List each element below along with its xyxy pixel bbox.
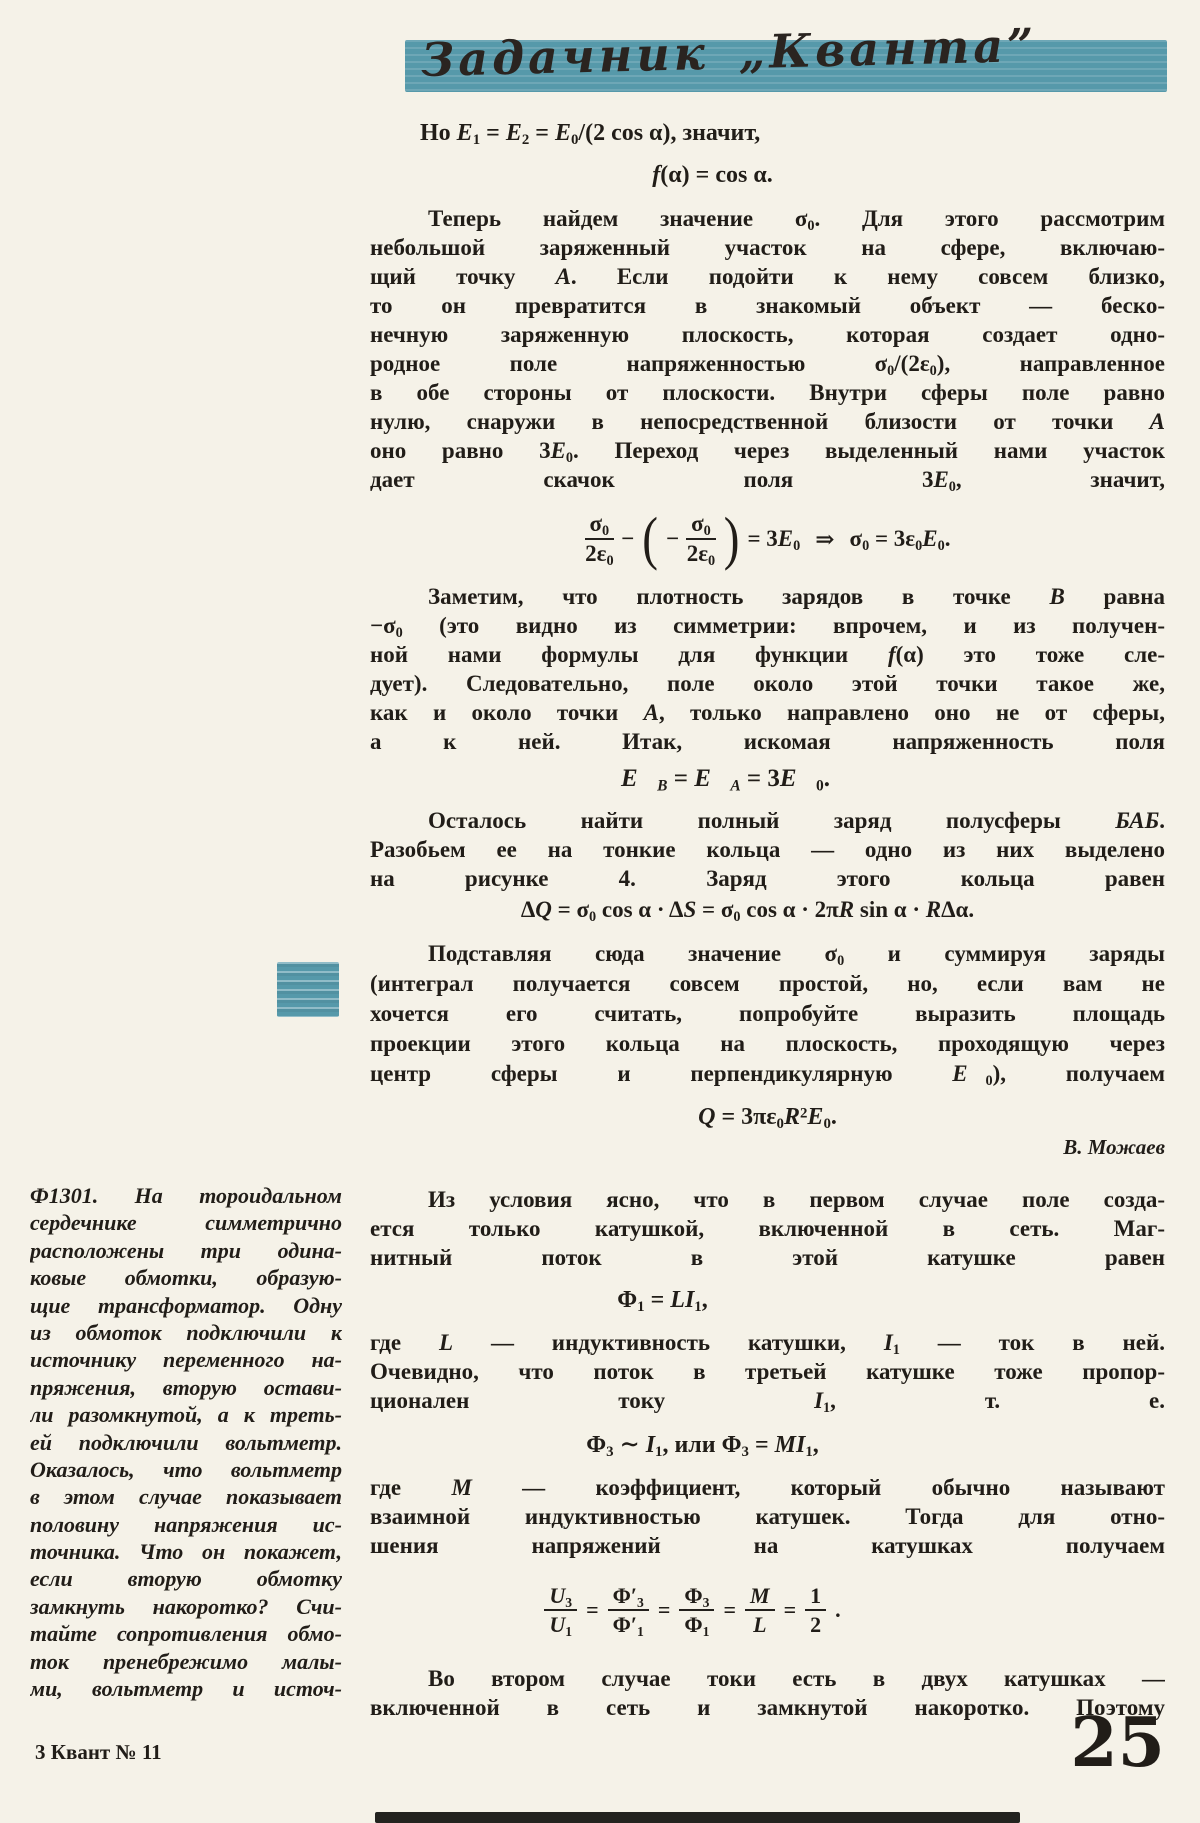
equals-sign: =	[723, 1597, 737, 1622]
section-title-handwritten: Задачник „Кванта”	[420, 17, 1039, 88]
fraction-denominator: $\Phi'_1$	[612, 1612, 644, 1639]
text-line: сердечнике симметрично	[30, 1210, 342, 1236]
text-line: включенной в сеть и замкнутой накоротко. Поэтому	[370, 1695, 1165, 1720]
fraction-numerator: $\Phi'_3$	[608, 1584, 649, 1611]
text-line: где L — индуктивность катушки, $I_1$ — ток в ней.	[370, 1330, 1165, 1357]
text-line: ционален току $I_1$, т. е.	[370, 1388, 1165, 1415]
text-line: ли разомкнутой, а к треть-	[30, 1402, 342, 1428]
fraction-denominator: $U_1$	[549, 1612, 573, 1639]
text-line: нитный поток в этой катушке равен	[370, 1245, 1165, 1270]
text-line: то он превратится в знакомый объект — беско-	[370, 293, 1165, 318]
text-line: нечную заряженную плоскость, которая создает одно-	[370, 322, 1165, 347]
paragraph-mutual-inductance	[370, 1473, 1165, 1560]
equals-sign: =	[586, 1597, 599, 1622]
conclusion: $\sigma_0 = 3\varepsilon_0E_0$.	[849, 526, 951, 554]
paragraph-rings	[370, 806, 1165, 893]
implies-arrow: ⇒	[815, 525, 835, 553]
text-line: расположены три одина-	[30, 1237, 342, 1263]
fraction-numerator: $\sigma_0$	[686, 512, 716, 540]
text-line: если вторую обмотку	[30, 1566, 342, 1592]
text-line: ной нами формулы для функции f(α) это тоже сле-	[370, 642, 1165, 667]
period: .	[835, 1597, 841, 1622]
paragraph-second-case	[370, 1664, 1165, 1722]
text-line: как и около точки A, только направлено оно не от сферы,	[370, 700, 1165, 725]
text-line: оно равно $3E_0$. Переход через выделенный нами участок	[370, 438, 1165, 465]
equals-sign: =	[657, 1597, 671, 1622]
fraction	[805, 1584, 826, 1636]
text-line: щие трансформатор. Одну	[30, 1292, 342, 1318]
text-line: шения напряжений на катушках получаем	[370, 1533, 1165, 1558]
text-line: Во втором случае токи есть в двух катушках —	[428, 1666, 1165, 1691]
formula-total-charge: $Q = 3\pi\varepsilon_0R^2E_0$.	[698, 1104, 837, 1133]
minus-sign: −	[665, 526, 680, 551]
formula-delta-q: $\Delta Q = \sigma_0$ $\cos \alpha \cdot \Delta S = \sigma_0$ cos α · 2πR sin α · RΔα.	[520, 897, 975, 925]
text-line: источнику переменного на-	[30, 1347, 342, 1373]
main-text-column	[370, 0, 1165, 1722]
fraction-numerator: 1	[805, 1584, 826, 1611]
text-line: Ф1301. На тороидальном	[30, 1183, 342, 1208]
text-line: дует). Следовательно, поле около этой точки такое же,	[370, 671, 1165, 696]
formula-voltage-ratio	[370, 1578, 1165, 1642]
paragraph-point-b	[370, 582, 1165, 756]
close-paren: )	[723, 506, 740, 572]
text-line: (интеграл получается совсем простой, но, если вам не	[370, 971, 1165, 996]
fraction-numerator: M	[745, 1584, 775, 1611]
text-line: щий точку A. Если подойти к нему совсем близко,	[370, 264, 1165, 289]
text-line: пряжения, вторую остави-	[30, 1374, 342, 1400]
text-line: в этом случае показывает	[30, 1484, 342, 1510]
text-line: Осталось найти полный заряд полусферы БАБ.	[428, 808, 1165, 833]
fraction-denominator: L	[753, 1612, 767, 1637]
author-signature: В. Можаев	[1063, 1135, 1165, 1159]
text-line: центр сферы и перпендикулярную $E⃗_0$), получаем	[370, 1061, 1165, 1089]
text-line: дает скачок поля $3E_0$, значит,	[370, 467, 1165, 494]
fraction	[544, 1582, 577, 1639]
fraction-denominator: $2\varepsilon_0$	[585, 541, 614, 569]
text-line: Оказалось, что вольтметр	[30, 1456, 342, 1482]
fraction-denominator: 2	[810, 1612, 822, 1637]
equals-rhs: = $3E_0$	[747, 526, 801, 554]
text-line: взаимной индуктивностью катушек. Тогда для отно-	[370, 1504, 1165, 1529]
text-line: ей подключили вольтметр.	[30, 1429, 342, 1455]
page-number: 25	[1070, 1703, 1165, 1783]
text-line: небольшой заряженный участок на сфере, включаю-	[370, 235, 1165, 260]
text-line: а к ней. Итак, искомая напряженность поля	[370, 729, 1165, 754]
text-line: ется только катушкой, включенной в сеть. Маг-	[370, 1216, 1165, 1241]
text-line: из обмоток подключили к	[30, 1319, 342, 1345]
text-line: тайте сопротивления обмо-	[30, 1621, 342, 1647]
text-line: Заметим, что плотность зарядов в точке B равна	[428, 584, 1165, 609]
formula-phi3: $\Phi_3$ ∼ $I_1$, или $\Phi_3 = MI_1$,	[586, 1432, 819, 1461]
minus-sign: −	[621, 526, 635, 551]
text-line: половину напряжения ис-	[30, 1511, 342, 1537]
text-line: точника. Что он покажет,	[30, 1539, 342, 1565]
fraction	[608, 1582, 649, 1639]
text-line: Теперь найдем значение $\sigma_0$. Для этого рассмотрим	[428, 206, 1165, 233]
text-line: в обе стороны от плоскости. Внутри сферы поле равно	[370, 380, 1165, 405]
teal-ornament	[277, 962, 339, 1017]
fraction	[686, 510, 716, 569]
formula-sigma-jump	[370, 508, 1165, 570]
scan-artifact-bar	[375, 1812, 1020, 1823]
open-paren: (	[642, 506, 658, 572]
text-line: Очевидно, что поток в третьей катушке тоже пропор-	[370, 1359, 1165, 1384]
text-line: проекции этого кольца на плоскость, проходящую через	[370, 1031, 1165, 1056]
paragraph-intro: Но $E_1 = E_2 = E_0/(2$ cos α), значит,	[420, 120, 761, 149]
fraction	[585, 510, 615, 569]
paragraph-integral	[370, 939, 1165, 1089]
print-signature: 3 Квант № 11	[35, 1740, 162, 1764]
fraction-numerator: $U_3$	[544, 1584, 577, 1611]
text-line: $-\sigma_0$ (это видно из симметрии: впрочем, и из получен-	[370, 613, 1165, 640]
formula-f-alpha: f(α) = cos α.	[652, 162, 773, 188]
fraction-denominator: $\Phi_1$	[684, 1612, 710, 1639]
text-line: Подставляя сюда значение $\sigma_0$ и суммируя заряды	[428, 941, 1165, 969]
paragraph-first-case	[370, 1185, 1165, 1272]
text-line: где M — коэффициент, который обычно называют	[370, 1475, 1165, 1500]
text-line: ток пренебрежимо малы-	[30, 1648, 342, 1674]
equals-sign: =	[783, 1597, 797, 1622]
fraction	[679, 1582, 714, 1639]
paragraph-inductance	[370, 1328, 1165, 1415]
text-line: нулю, снаружи в непосредственной близости от точки A	[370, 409, 1165, 434]
text-line: ковые обмотки, образую-	[30, 1265, 342, 1291]
formula-eb-ea: $E⃗_B$ = $E⃗_A$ = $3E⃗_0$.	[620, 765, 831, 795]
problem-sidebar-f1301	[30, 1182, 342, 1702]
text-line: родное поле напряженностью $\sigma_0/(2\varepsilon_0)$, направленное	[370, 351, 1165, 378]
text-line: на рисунке 4. Заряд этого кольца равен	[370, 866, 1165, 891]
formula-phi1: $\Phi_1 = LI_1$,	[617, 1287, 708, 1316]
fraction-denominator: $2\varepsilon_0$	[686, 541, 716, 569]
fraction-numerator: $\sigma_0$	[585, 512, 615, 540]
text-line: Разобьем ее на тонкие кольца — одно из них выделено	[370, 837, 1165, 862]
text-line: хочется его считать, попробуйте выразить площадь	[370, 1001, 1165, 1026]
text-line: ми, вольтметр и источ-	[30, 1676, 342, 1702]
fraction-numerator: $\Phi_3$	[679, 1584, 714, 1611]
fraction	[745, 1584, 775, 1636]
text-line: замкнуть накоротко? Счи-	[30, 1593, 342, 1619]
paragraph-sigma-search	[370, 204, 1165, 494]
text-line: Из условия ясно, что в первом случае поле созда-	[428, 1187, 1165, 1212]
